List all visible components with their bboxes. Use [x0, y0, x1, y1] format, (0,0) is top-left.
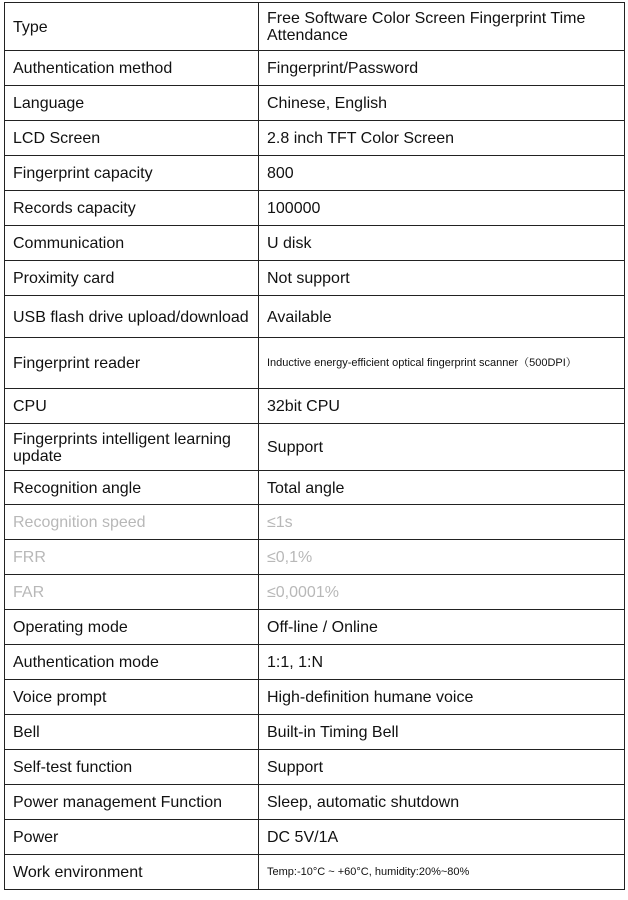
table-row: [5, 191, 625, 226]
table-row: [5, 261, 625, 296]
row-label: Authentication method: [5, 51, 259, 86]
row-value: ≤1s: [259, 505, 625, 540]
table-row: [5, 505, 625, 540]
row-value: Temp:-10°C ~ +60°C, humidity:20%~80%: [259, 855, 625, 890]
row-value: Free Software Color Screen Fingerprint Time Attendance: [259, 3, 625, 51]
row-label: Self-test function: [5, 750, 259, 785]
table-row: [5, 645, 625, 680]
row-label: Voice prompt: [5, 680, 259, 715]
row-label: Records capacity: [5, 191, 259, 226]
table-row: [5, 610, 625, 645]
row-value: ≤0,0001%: [259, 575, 625, 610]
table-row: [5, 820, 625, 855]
row-label: Power: [5, 820, 259, 855]
table-row: [5, 296, 625, 338]
table-row: [5, 389, 625, 424]
row-value: 32bit CPU: [259, 389, 625, 424]
table-row: [5, 226, 625, 261]
row-value: ≤0,1%: [259, 540, 625, 575]
row-label: LCD Screen: [5, 121, 259, 156]
row-value: Support: [259, 424, 625, 471]
spec-table: [4, 2, 625, 890]
row-label: CPU: [5, 389, 259, 424]
table-row: [5, 855, 625, 890]
table-row: [5, 575, 625, 610]
table-row: [5, 750, 625, 785]
row-value: Total angle: [259, 471, 625, 505]
row-label: Fingerprints intelligent learning update: [5, 424, 259, 471]
table-row: [5, 3, 625, 51]
row-value: Off-line / Online: [259, 610, 625, 645]
table-row: [5, 680, 625, 715]
row-value: Sleep, automatic shutdown: [259, 785, 625, 820]
table-row: [5, 51, 625, 86]
row-value: Inductive energy-efficient optical fingerprint scanner（500DPI）: [259, 338, 625, 389]
row-label: Language: [5, 86, 259, 121]
row-value: Fingerprint/Password: [259, 51, 625, 86]
table-row: [5, 540, 625, 575]
row-label: Type: [5, 3, 259, 51]
row-label: Recognition angle: [5, 471, 259, 505]
row-label: FAR: [5, 575, 259, 610]
table-row: [5, 156, 625, 191]
row-value: Available: [259, 296, 625, 338]
row-value: Chinese, English: [259, 86, 625, 121]
row-label: Authentication mode: [5, 645, 259, 680]
row-value: U disk: [259, 226, 625, 261]
table-row: [5, 86, 625, 121]
row-label: Communication: [5, 226, 259, 261]
row-label: Work environment: [5, 855, 259, 890]
row-value: Not support: [259, 261, 625, 296]
row-value: 1:1, 1:N: [259, 645, 625, 680]
row-value: 800: [259, 156, 625, 191]
row-label: Fingerprint reader: [5, 338, 259, 389]
table-row: [5, 471, 625, 505]
row-label: Fingerprint capacity: [5, 156, 259, 191]
row-value: 2.8 inch TFT Color Screen: [259, 121, 625, 156]
row-label: Power management Function: [5, 785, 259, 820]
row-label: USB flash drive upload/download: [5, 296, 259, 338]
row-label: Recognition speed: [5, 505, 259, 540]
table-row: [5, 424, 625, 471]
table-row: [5, 338, 625, 389]
row-label: FRR: [5, 540, 259, 575]
row-value: 100000: [259, 191, 625, 226]
row-value: High-definition humane voice: [259, 680, 625, 715]
row-label: Operating mode: [5, 610, 259, 645]
row-value: Support: [259, 750, 625, 785]
row-label: Bell: [5, 715, 259, 750]
table-row: [5, 785, 625, 820]
table-row: [5, 121, 625, 156]
table-row: [5, 715, 625, 750]
row-value: Built-in Timing Bell: [259, 715, 625, 750]
row-label: Proximity card: [5, 261, 259, 296]
row-value: DC 5V/1A: [259, 820, 625, 855]
